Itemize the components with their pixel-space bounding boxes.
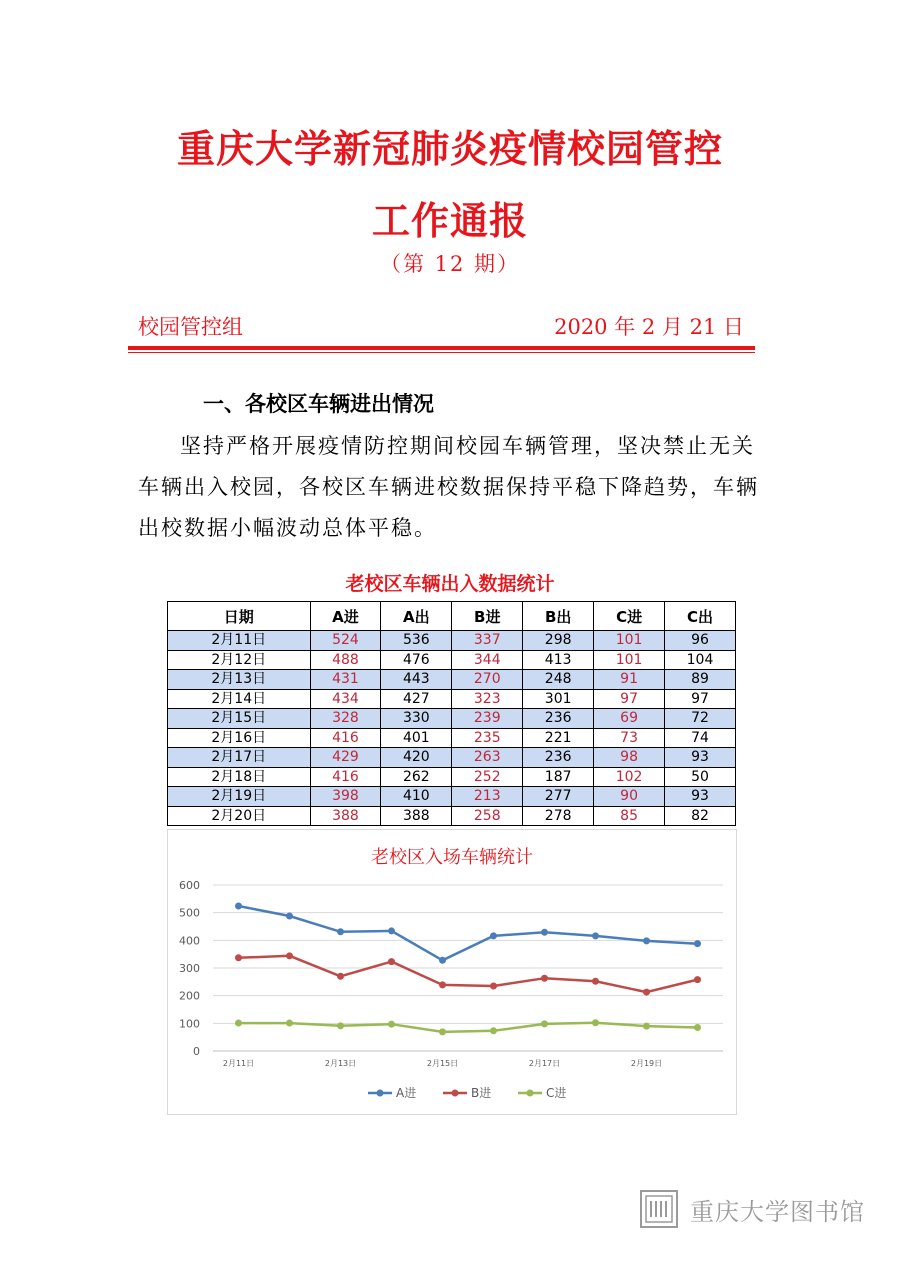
issuing-org: 校园管控组 <box>138 315 243 339</box>
report-title-line1: 重庆大学新冠肺炎疫情校园管控 <box>176 126 723 171</box>
table-cell: 236 <box>523 709 594 729</box>
data-point <box>643 1023 650 1030</box>
column-header: A进 <box>310 602 381 631</box>
table-cell: 388 <box>310 806 381 826</box>
x-tick-label: 2月17日 <box>528 1059 561 1068</box>
table-cell: 258 <box>452 806 523 826</box>
table-cell: 298 <box>523 631 594 651</box>
table-cell: 2月20日 <box>168 806 311 826</box>
table-cell: 2月11日 <box>168 631 311 651</box>
table-row <box>168 767 736 787</box>
table-cell: 90 <box>594 787 665 807</box>
column-header: B出 <box>523 602 594 631</box>
table-title: 老校区车辆出入数据统计 <box>345 573 555 595</box>
data-point <box>643 989 650 996</box>
column-header: 日期 <box>168 602 311 631</box>
table-cell: 85 <box>594 806 665 826</box>
table-row <box>168 748 736 768</box>
table-cell: 410 <box>381 787 452 807</box>
table-cell: 388 <box>381 806 452 826</box>
table-cell: 72 <box>665 709 736 729</box>
table-cell: 2月19日 <box>168 787 311 807</box>
data-point <box>490 932 497 939</box>
y-tick-label: 600 <box>179 879 200 892</box>
x-tick-label: 2月19日 <box>630 1059 663 1068</box>
issue-date: 2020 年 2 月 21 日 <box>554 315 744 339</box>
data-point <box>490 1027 497 1034</box>
legend-marker <box>377 1090 384 1097</box>
x-tick-label: 2月13日 <box>324 1059 357 1068</box>
data-point <box>592 1019 599 1026</box>
table-cell: 91 <box>594 670 665 690</box>
table-cell: 536 <box>381 631 452 651</box>
table-row <box>168 806 736 826</box>
legend-marker <box>527 1090 534 1097</box>
data-point <box>490 982 497 989</box>
table-cell: 2月18日 <box>168 767 311 787</box>
table-cell: 429 <box>310 748 381 768</box>
chart-title: 老校区入场车辆统计 <box>371 847 533 868</box>
table-cell: 427 <box>381 689 452 709</box>
data-point <box>286 912 293 919</box>
data-point <box>592 932 599 939</box>
data-point <box>592 978 599 985</box>
watermark-text: 重庆大学图书馆 <box>690 1197 865 1226</box>
table-cell: 213 <box>452 787 523 807</box>
table-cell: 416 <box>310 767 381 787</box>
y-tick-label: 400 <box>179 934 200 948</box>
table-row <box>168 689 736 709</box>
table-cell: 252 <box>452 767 523 787</box>
table-cell: 263 <box>452 748 523 768</box>
table-cell: 104 <box>665 650 736 670</box>
table-cell: 98 <box>594 748 665 768</box>
data-point <box>643 937 650 944</box>
y-tick-label: 0 <box>193 1045 200 1058</box>
table-row <box>168 787 736 807</box>
table-cell: 248 <box>523 670 594 690</box>
table-cell: 277 <box>523 787 594 807</box>
x-tick-label: 2月11日 <box>222 1059 255 1068</box>
table-cell: 270 <box>452 670 523 690</box>
line-chart-svg <box>168 830 736 1114</box>
data-point <box>694 976 701 983</box>
data-point <box>541 1020 548 1027</box>
legend-label: A进 <box>396 1086 417 1100</box>
data-point <box>235 903 242 910</box>
y-tick-label: 100 <box>179 1017 200 1031</box>
data-point <box>286 952 293 959</box>
y-tick-label: 300 <box>179 962 200 975</box>
table-cell: 97 <box>665 689 736 709</box>
table-cell: 221 <box>523 728 594 748</box>
y-tick-label: 500 <box>179 906 200 920</box>
table-cell: 420 <box>381 748 452 768</box>
table-cell: 89 <box>665 670 736 690</box>
data-point <box>694 1024 701 1031</box>
table-cell: 323 <box>452 689 523 709</box>
data-point <box>388 1021 395 1028</box>
table-cell: 431 <box>310 670 381 690</box>
table-cell: 278 <box>523 806 594 826</box>
library-logo-icon <box>640 1190 678 1228</box>
column-header: C进 <box>594 602 665 631</box>
data-point <box>235 1020 242 1027</box>
data-point <box>286 1020 293 1027</box>
table-cell: 2月15日 <box>168 709 311 729</box>
table-cell: 2月12日 <box>168 650 311 670</box>
library-watermark <box>640 1190 865 1228</box>
series-line-2 <box>239 956 698 992</box>
table-cell: 2月16日 <box>168 728 311 748</box>
table-cell: 96 <box>665 631 736 651</box>
series-line-1 <box>239 906 698 960</box>
table-cell: 235 <box>452 728 523 748</box>
data-point <box>439 1028 446 1035</box>
table-cell: 262 <box>381 767 452 787</box>
table-cell: 434 <box>310 689 381 709</box>
table-cell: 239 <box>452 709 523 729</box>
table-cell: 2月17日 <box>168 748 311 768</box>
table-cell: 398 <box>310 787 381 807</box>
table-cell: 102 <box>594 767 665 787</box>
table-cell: 101 <box>594 631 665 651</box>
data-point <box>439 957 446 964</box>
header-rule-thin <box>128 352 755 353</box>
table-row <box>168 650 736 670</box>
data-point <box>439 981 446 988</box>
column-header: C出 <box>665 602 736 631</box>
table-cell: 2月13日 <box>168 670 311 690</box>
table-cell: 401 <box>381 728 452 748</box>
table-cell: 476 <box>381 650 452 670</box>
data-point <box>541 975 548 982</box>
table-cell: 73 <box>594 728 665 748</box>
table-cell: 488 <box>310 650 381 670</box>
table-row <box>168 709 736 729</box>
report-title-line2: 工作通报 <box>371 198 528 243</box>
table-cell: 93 <box>665 748 736 768</box>
table-cell: 82 <box>665 806 736 826</box>
table-cell: 187 <box>523 767 594 787</box>
table-cell: 330 <box>381 709 452 729</box>
line-chart <box>167 829 737 1115</box>
table-row <box>168 670 736 690</box>
table-cell: 69 <box>594 709 665 729</box>
data-point <box>541 929 548 936</box>
table-cell: 328 <box>310 709 381 729</box>
table-cell: 74 <box>665 728 736 748</box>
table-cell: 50 <box>665 767 736 787</box>
legend-label: C进 <box>546 1086 567 1100</box>
table-row <box>168 631 736 651</box>
table-cell: 524 <box>310 631 381 651</box>
legend-label: B进 <box>471 1086 492 1100</box>
section-heading: 一、各校区车辆进出情况 <box>203 392 434 416</box>
data-point <box>388 958 395 965</box>
data-point <box>694 940 701 947</box>
legend-marker <box>452 1090 459 1097</box>
data-point <box>337 973 344 980</box>
table-cell: 301 <box>523 689 594 709</box>
table-header-row <box>168 602 736 631</box>
table-cell: 101 <box>594 650 665 670</box>
column-header: B进 <box>452 602 523 631</box>
header-rule-thick <box>128 346 755 350</box>
issue-number: （第 12 期） <box>379 252 521 276</box>
x-tick-label: 2月15日 <box>426 1059 459 1068</box>
series-line-3 <box>239 1023 698 1032</box>
column-header: A出 <box>381 602 452 631</box>
y-tick-label: 200 <box>179 989 200 1003</box>
table-row <box>168 728 736 748</box>
table-cell: 97 <box>594 689 665 709</box>
table-cell: 236 <box>523 748 594 768</box>
table-cell: 413 <box>523 650 594 670</box>
data-point <box>388 927 395 934</box>
vehicle-data-table <box>167 601 736 826</box>
table-cell: 416 <box>310 728 381 748</box>
table-cell: 344 <box>452 650 523 670</box>
data-point <box>337 928 344 935</box>
table-cell: 337 <box>452 631 523 651</box>
data-point <box>235 954 242 961</box>
table-cell: 2月14日 <box>168 689 311 709</box>
section-paragraph: 坚持严格开展疫情防控期间校园车辆管理，坚决禁止无关车辆出入校园，各校区车辆进校数据保持平稳下降趋势，车辆出校数据小幅波动总体平稳。 <box>138 434 759 540</box>
data-point <box>337 1022 344 1029</box>
table-cell: 93 <box>665 787 736 807</box>
table-cell: 443 <box>381 670 452 690</box>
